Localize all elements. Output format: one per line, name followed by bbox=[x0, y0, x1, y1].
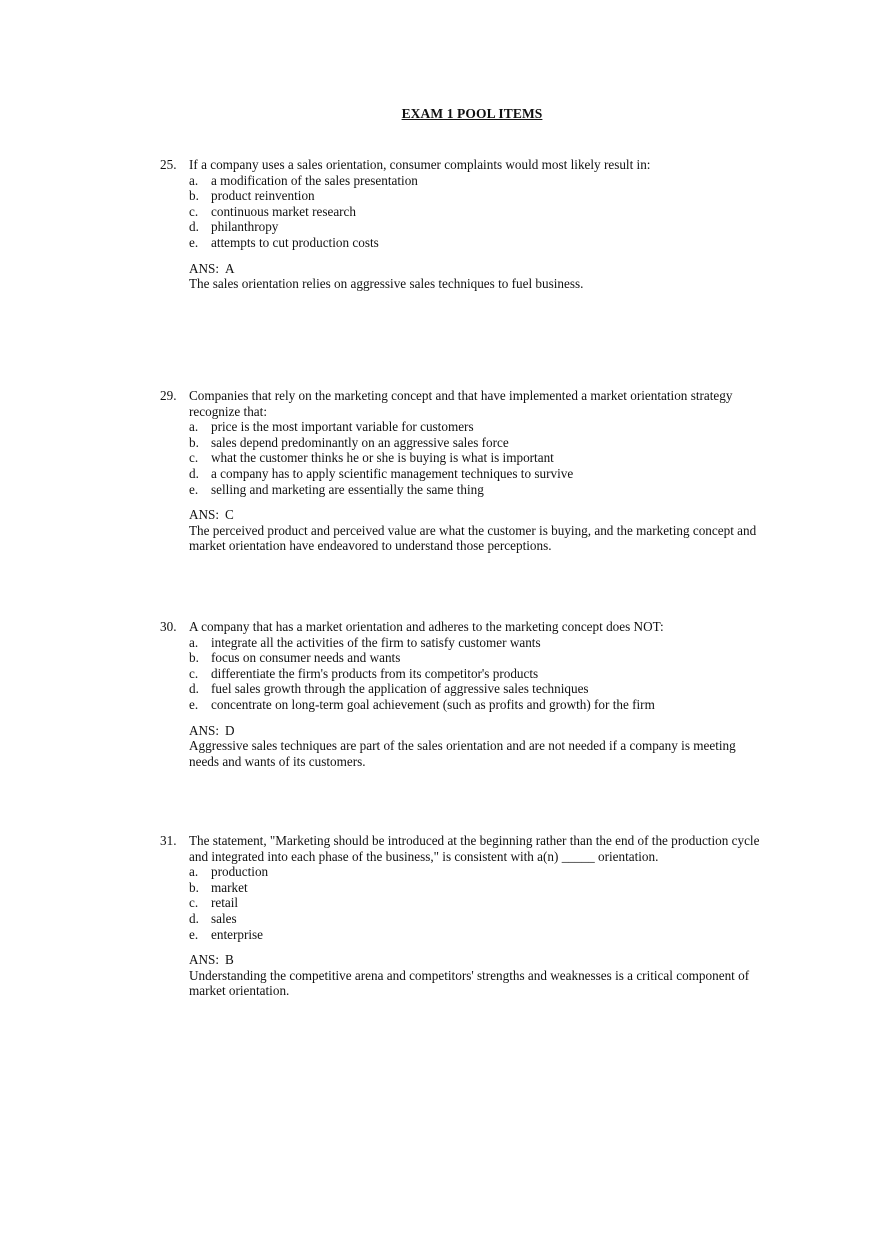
answer-options bbox=[160, 864, 760, 942]
answer-label: ANS: bbox=[189, 507, 220, 523]
question-text: If a company uses a sales orientation, consumer complaints would most likely result in: bbox=[189, 157, 651, 172]
option-b bbox=[189, 188, 760, 204]
option-letter: e. bbox=[189, 481, 199, 497]
option-c bbox=[189, 666, 760, 682]
answer-explanation: The perceived product and perceived value are what the customer is buying, and the marketing concept and market orientation have endeavored to understand those perceptions. bbox=[189, 522, 757, 554]
option-letter: c. bbox=[189, 665, 199, 681]
option-a bbox=[189, 635, 760, 651]
option-letter: a. bbox=[189, 172, 199, 188]
answer-label: ANS: bbox=[189, 260, 220, 276]
page-title: EXAM 1 POOL ITEMS bbox=[401, 106, 543, 121]
option-e bbox=[189, 235, 760, 251]
option-d bbox=[189, 219, 760, 235]
answer-block bbox=[160, 952, 760, 999]
option-text: price is the most important variable for customers bbox=[211, 419, 474, 435]
option-a bbox=[189, 173, 760, 189]
option-e bbox=[189, 697, 760, 713]
option-text: what the customer thinks he or she is buying is what is important bbox=[211, 450, 554, 466]
answer-key bbox=[189, 723, 760, 739]
option-c bbox=[189, 895, 760, 911]
option-d bbox=[189, 911, 760, 927]
question-stem bbox=[160, 619, 760, 635]
option-text: concentrate on long-term goal achievement (such as profits and growth) for the firm bbox=[211, 696, 655, 712]
option-letter: c. bbox=[189, 450, 199, 466]
question-number: 31. bbox=[160, 833, 177, 848]
question-stem bbox=[160, 157, 760, 173]
option-letter: e. bbox=[189, 696, 199, 712]
option-text: philanthropy bbox=[211, 219, 279, 235]
answer-key bbox=[189, 507, 760, 523]
option-c bbox=[189, 204, 760, 220]
option-text: focus on consumer needs and wants bbox=[211, 650, 401, 666]
answer-explanation: Aggressive sales techniques are part of the sales orientation and are not needed if a company is meeting needs and wants of its customers. bbox=[189, 738, 736, 769]
question-text: A company that has a market orientation and adheres to the marketing concept does NOT: bbox=[189, 619, 664, 634]
option-text: product reinvention bbox=[211, 188, 315, 204]
option-letter: a. bbox=[189, 419, 199, 435]
option-letter: b. bbox=[189, 650, 199, 666]
option-text: market bbox=[211, 879, 248, 895]
option-text: selling and marketing are essentially the same thing bbox=[211, 481, 484, 497]
answer-label: ANS: bbox=[189, 952, 220, 968]
question-text: Companies that rely on the marketing concept and that have implemented a market orientation strategy recognize that: bbox=[189, 388, 733, 419]
answer-label: ANS: bbox=[189, 722, 220, 738]
answer-key bbox=[189, 261, 760, 277]
option-text: production bbox=[211, 864, 269, 880]
answer-explanation: Understanding the competitive arena and competitors' strengths and weaknesses is a critical component of market orientation. bbox=[189, 967, 750, 999]
answer-value: C bbox=[225, 507, 234, 523]
option-text: a company has to apply scientific management techniques to survive bbox=[211, 465, 574, 481]
answer-block bbox=[160, 507, 760, 554]
option-text: a modification of the sales presentation bbox=[211, 172, 418, 188]
option-letter: b. bbox=[189, 434, 199, 450]
option-letter: d. bbox=[189, 465, 199, 481]
answer-value: B bbox=[225, 952, 234, 968]
option-d bbox=[189, 466, 760, 482]
option-letter: d. bbox=[189, 219, 199, 235]
option-text: sales bbox=[211, 910, 237, 926]
option-letter: b. bbox=[189, 188, 199, 204]
option-a bbox=[189, 419, 760, 435]
question-29 bbox=[160, 388, 760, 554]
answer-block bbox=[160, 261, 760, 292]
option-text: integrate all the activities of the firm to satisfy customer wants bbox=[211, 634, 541, 650]
option-text: differentiate the firm's products from its competitor's products bbox=[211, 665, 539, 681]
option-letter: e. bbox=[189, 926, 199, 942]
question-stem bbox=[160, 833, 760, 864]
option-letter: d. bbox=[189, 681, 199, 697]
answer-value: A bbox=[225, 260, 235, 276]
option-letter: c. bbox=[189, 895, 199, 911]
answer-options bbox=[160, 173, 760, 251]
answer-key bbox=[189, 952, 760, 968]
question-30 bbox=[160, 619, 760, 769]
option-letter: b. bbox=[189, 879, 199, 895]
option-text: sales depend predominantly on an aggressive sales force bbox=[211, 434, 509, 450]
answer-options bbox=[160, 419, 760, 497]
option-letter: c. bbox=[189, 203, 199, 219]
answer-value: D bbox=[225, 722, 235, 738]
option-c bbox=[189, 450, 760, 466]
option-e bbox=[189, 482, 760, 498]
answer-block bbox=[160, 723, 760, 770]
option-a bbox=[189, 864, 760, 880]
answer-options bbox=[160, 635, 760, 713]
question-stem bbox=[160, 388, 760, 419]
question-25 bbox=[160, 157, 760, 292]
question-number: 25. bbox=[160, 157, 177, 172]
question-number: 30. bbox=[160, 619, 177, 634]
option-text: enterprise bbox=[211, 926, 263, 942]
question-number: 29. bbox=[160, 388, 177, 403]
option-b bbox=[189, 650, 760, 666]
answer-explanation: The sales orientation relies on aggressive sales techniques to fuel business. bbox=[189, 276, 584, 292]
option-text: attempts to cut production costs bbox=[211, 234, 379, 250]
option-e bbox=[189, 927, 760, 943]
option-text: fuel sales growth through the application of aggressive sales techniques bbox=[211, 681, 589, 697]
option-letter: d. bbox=[189, 910, 199, 926]
option-d bbox=[189, 681, 760, 697]
question-31 bbox=[160, 833, 760, 999]
option-letter: e. bbox=[189, 234, 199, 250]
option-letter: a. bbox=[189, 634, 199, 650]
option-letter: a. bbox=[189, 864, 199, 880]
option-text: continuous market research bbox=[211, 203, 357, 219]
option-b bbox=[189, 435, 760, 451]
option-text: retail bbox=[211, 895, 239, 911]
question-text: The statement, "Marketing should be introduced at the beginning rather than the end of the production cycle and integrated into each phase of the business," is consistent with a(n) _____ orientation. bbox=[189, 833, 760, 864]
option-b bbox=[189, 880, 760, 896]
